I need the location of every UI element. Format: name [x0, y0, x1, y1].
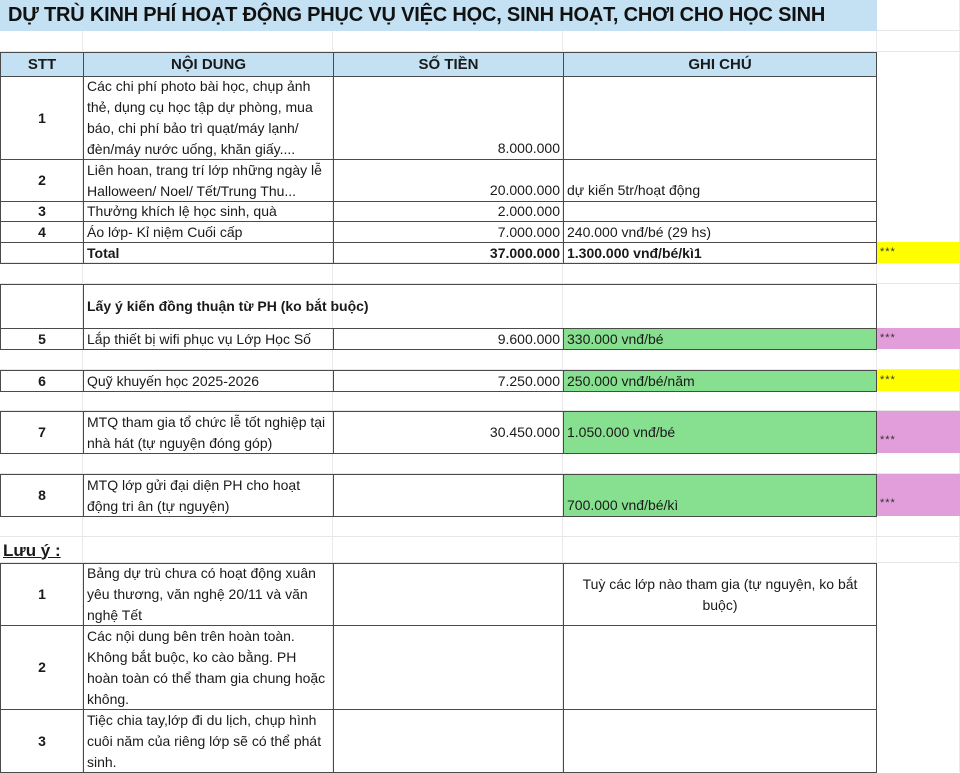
row-6-note: 250.000 vnđ/bé/năm [563, 370, 877, 392]
notes-label: Lưu ý : [3, 540, 61, 560]
row-7-note: 1.050.000 vnđ/bé [563, 411, 877, 454]
row-8-stt: 8 [0, 474, 84, 517]
total-label: Total [83, 242, 334, 264]
row-3-note [563, 201, 877, 222]
note-2-blank [333, 625, 564, 710]
row-6-content: Quỹ khuyến học 2025-2026 [83, 370, 334, 392]
header-ghi-chu: GHI CHÚ [563, 52, 877, 77]
row-5-amount: 9.600.000 [333, 328, 564, 350]
total-note: 1.300.000 vnđ/bé/kì1 [563, 242, 877, 264]
note-1-blank [333, 563, 564, 626]
row-1-note [563, 76, 877, 160]
total-amount: 37.000.000 [333, 242, 564, 264]
row-7-stt: 7 [0, 411, 84, 454]
total-marker: *** [877, 242, 960, 263]
row-8-note: 700.000 vnđ/bé/kì [563, 474, 877, 517]
row-4-amount: 7.000.000 [333, 221, 564, 243]
header-stt: STT [0, 52, 84, 77]
row-5-marker: *** [877, 328, 960, 349]
row-2-amount: 20.000.000 [333, 159, 564, 202]
note-2-remark [563, 625, 877, 710]
header-noi-dung: NỘI DUNG [83, 52, 334, 77]
row-4-stt: 4 [0, 221, 84, 243]
row-4-note: 240.000 vnđ/bé (29 hs) [563, 221, 877, 243]
page-title: DỰ TRÙ KINH PHÍ HOẠT ĐỘNG PHỤC VỤ VIỆC HỌC, SINH HOẠT, CHƠI CHO HỌC SINH [0, 0, 877, 31]
row-4-content: Áo lớp- Kỉ niệm Cuối cấp [83, 221, 334, 243]
row-8-amount [333, 474, 564, 517]
row-7-amount: 30.450.000 [333, 411, 564, 454]
row-2-note: dự kiến 5tr/hoạt động [563, 159, 877, 202]
row-5-content: Lắp thiết bị wifi phục vụ Lớp Học Số [83, 328, 334, 350]
note-1-remark: Tuỳ các lớp nào tham gia (tự nguyện, ko bắt buộc) [563, 563, 877, 626]
note-1-text: Bảng dự trù chưa có hoạt động xuân yêu thương, văn nghệ 20/11 và văn nghệ Tết [83, 563, 334, 626]
row-1-content: Các chi phí photo bài học, chụp ảnh thẻ, dụng cụ học tập dự phòng, mua báo, chi phí bảo trì quạt/máy lạnh/đèn/máy nước uống, khăn giấy.... [83, 76, 334, 160]
row-3-stt: 3 [0, 201, 84, 222]
row-7-marker: *** [877, 411, 960, 453]
row-5-note: 330.000 vnđ/bé [563, 328, 877, 350]
row-1-stt: 1 [0, 76, 84, 160]
header-so-tien: SỐ TIỀN [333, 52, 564, 77]
optional-section-heading: Lấy ý kiến đồng thuận từ PH (ko bắt buộc) [83, 284, 877, 329]
row-6-stt: 6 [0, 370, 84, 392]
note-2-text: Các nội dung bên trên hoàn toàn. Không bắt buộc, ko cào bằng. PH hoàn toàn có thể tham gia chung hoặc không. [83, 625, 334, 710]
total-stt [0, 242, 84, 264]
row-2-stt: 2 [0, 159, 84, 202]
row-6-amount: 7.250.000 [333, 370, 564, 392]
section-stt [0, 284, 84, 329]
note-3-stt: 3 [0, 709, 84, 773]
row-8-content: MTQ lớp gửi đại diện PH cho hoạt động tri ân (tự nguyện) [83, 474, 334, 517]
note-2-stt: 2 [0, 625, 84, 710]
row-7-content: MTQ tham gia tổ chức lễ tốt nghiệp tại nhà hát (tự nguyện đóng góp) [83, 411, 334, 454]
row-1-amount: 8.000.000 [333, 76, 564, 160]
row-6-marker: *** [877, 370, 960, 391]
note-3-blank [333, 709, 564, 773]
note-3-remark [563, 709, 877, 773]
row-8-marker: *** [877, 474, 960, 516]
row-2-content: Liên hoan, trang trí lớp những ngày lễ Halloween/ Noel/ Tết/Trung Thu... [83, 159, 334, 202]
row-3-amount: 2.000.000 [333, 201, 564, 222]
row-5-stt: 5 [0, 328, 84, 350]
row-3-content: Thưởng khích lệ học sinh, quà [83, 201, 334, 222]
note-3-text: Tiệc chia tay,lớp đi du lịch, chụp hình cuôi năm của riêng lớp sẽ có thể phát sinh. [83, 709, 334, 773]
note-1-stt: 1 [0, 563, 84, 626]
